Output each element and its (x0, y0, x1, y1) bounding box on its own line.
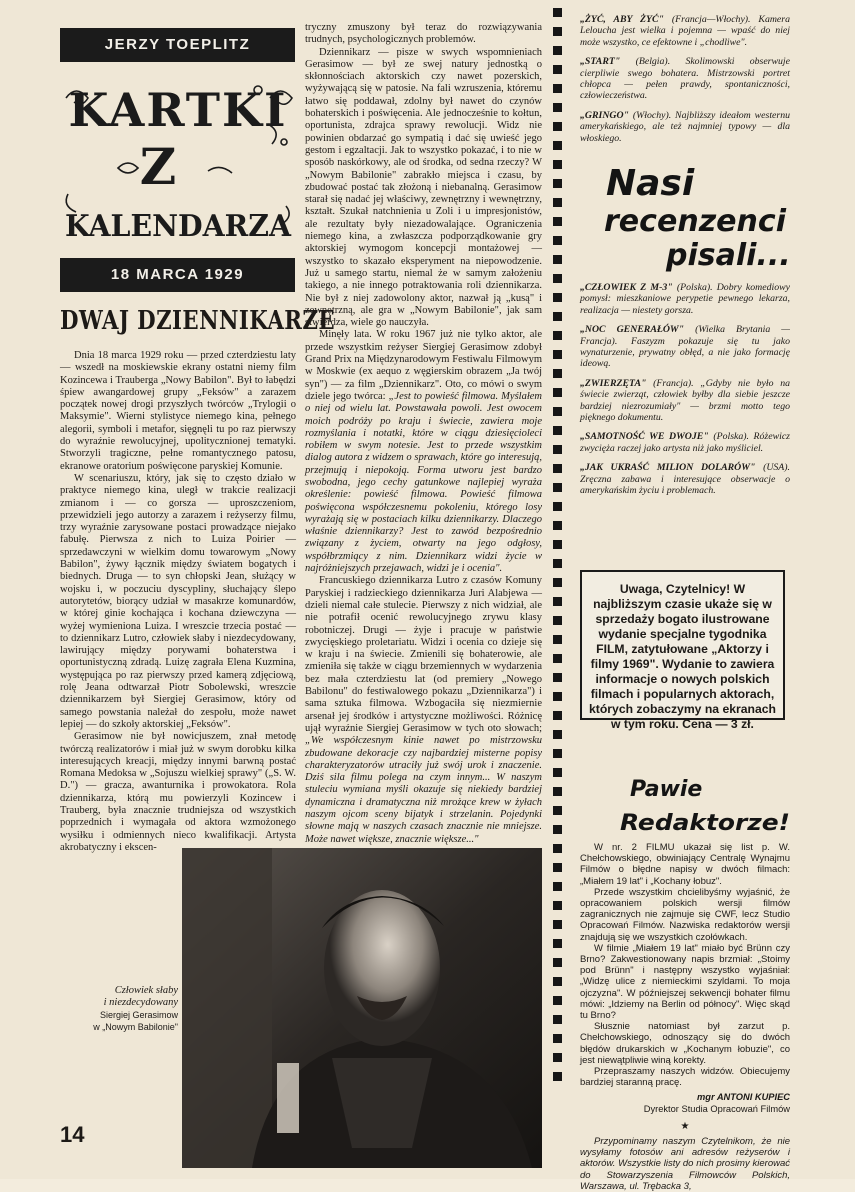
letter-paragraph: Słusznie natomiast był zarzut p. Chełchowskiego, odnoszący się do dwóch błędów drukarskich w „Kochanym łobuzie", co jest niewątpliwie winą korekty. (580, 1021, 790, 1066)
article-paragraph (305, 575, 542, 846)
review-text: (Polska). Różewicz zwycięża raczej jako artysta niż jako myśliciel. (580, 431, 790, 454)
article-paragraph: W scenariuszu, który, jak się to często działo w praktyce niemego kina, uległ w trakcie realizacji zmianom i — co gorsza — uproszczeniom, przewidzieli jego autorzy a zarazem i reżyserzy filmu, trzy wyraźnie zarysowane postaci prowadzące niejako fabułę. Pierwsza z nich to Luiza Poirier — sprzedawczyni w wielkim domu towarowym „Nowy Babilon", żywy łącznik między światem bogatych i biednych. Druga — to syn chłopski Jean, służący w wojsku i, w poczuciu dyscypliny, słuchający ślepo autorytetów, biorący udział w masakrze komunardów, w której ginie kochająca i kochana dziewczyna — wyżej wymieniona Luiza. I wreszcie trzecia postać — to dziennikarz Lutro, człowiek słaby i niezdecydowany, lawirujący między porywami bohaterstwa i oportunistyczną zdradą. Luizę zagrała Elena Kuzmina, występująca po raz pierwszy przed kamerą zdjęciową, rolę Jeana odtwarzał Piotr Sobolewski, wreszcie dziennikarzem był Siergiej Gerasimow, który od samego powstania należał do zespołu, może nawet lepiej — do szkoły aktorskiej „Feksów". (60, 472, 296, 730)
notice-magazine-name: FILM (596, 642, 625, 656)
letter-heading-line1: Pawie (630, 777, 703, 802)
special-edition-notice (580, 570, 785, 731)
article-paragraph: Dziennikarz — pisze w swych wspomnieniach Gerasimow — był ze swej natury jednostką o skłonnościach aktorskich czy nawet pozerskich, wyżywającą się w patosie. Na fali wzruszenia, któremu łatwo się poddawał, zdolny był nawet do czynów bohaterskich i poświęcenia. Ale jednocześnie to kołtun, oportunista, zdrajca sprawy rewolucji. Widz nie powinien obdarzać go sympatią i dać się uwieść jego gestom i egzaltacji. Jak to wszystko pokazać, i to nie w sposób naskórkowy, ale od środka, od sedna rzeczy? W „Nowym Babilonie" zabrakło miejsca i czasu, by zbudować postać tak złożoną i niebanalną. Gerasimow starał się nadać jej właściwy, zewnętrzny i wewnętrzny, kształt. Szukał natchnienia u Zoli i u impresjonistów, ale rezultaty były niezadowalające. Ograniczenia niemego kina, a zwłaszcza podporządkowanie gry aktorskiej wymogom koncepcji montażowej — wszystko to skazało eksperyment na niepowodzenie. Już u samego startu, niemal że w samym założeniu takiego, a nie innego potraktowania roli dziennikarza. Nie był z niej zadowolony aktor, nazwał ją „kusą" i zewnętrzną, ale gra w „Nowym Babilonie", jak sam stwierdza, wiele go nauczyła. (305, 46, 542, 329)
article-paragraph: tryczny zmuszony był teraz do rozwiązywania trudnych, psychologicznych problemów. (305, 22, 542, 46)
festival-note (580, 56, 790, 102)
caption-line: Siergiej Gerasimow (99, 1010, 178, 1020)
reader-reminder: Przypominamy naszym Czytelnikom, że nie wysyłamy fotosów ani adresów reżyserów i aktorów. Wszystkie listy do nich prosimy kierować do Stowarzyszenia Filmowców Polskich, Warszawa, ul. Trębacka 3, (580, 1136, 790, 1192)
festival-note (580, 110, 790, 144)
notice-text: , zatytułowane „Aktorzy i filmy 1969". Wydanie to zawiera informacje o nowych polskich filmach i popularnych aktorach, których zobaczymy na ekranach w tym roku. Cena — 3 zł. (589, 642, 776, 731)
festival-note (580, 14, 790, 48)
review-title: „CZŁOWIEK Z M-3" (580, 282, 673, 293)
review-text: (USA). Zręczna zabawa i interesujące obserwacje o amerykańskim życiu i problemach. (580, 462, 790, 497)
series-title-line1: KARTKI (68, 83, 288, 137)
article-column-2 (305, 22, 542, 846)
letter-paragraph: Przede wszystkim chcielibyśmy wyjaśnić, że opracowaniem polskich wersji filmów zagranicznych nie zajmuje się CWF, lecz Studio Opracowań Filmów. Nazwiska redaktorów wersji znajdują się we wszystkich czołówkach. (580, 886, 790, 943)
quote-text: „Jest to powieść filmowa. Myślałem o niej od wielu lat. Powstawała powoli. Jest owocem moich podróży po kraju i świecie, zawiera moje rozmyślania i notatki, które w ciągu dziesięcioleci robiłem w swym notesie. Jest to przede wszystkim dialog autora z widzem o sprawach, które go interesują, przejmują i niepokoją. Forma utworu jest bardzo swobodna, jego cechy gatunkowe najlepiej wyraża określenie: powieść filmowa. Powieść filmowa poświęcona współczesnemu pokoleniu, którego losy wyrażają się w postaciach kilku dziennikarzy. Dlaczego właśnie dziennikarzy? Jest to zawód bezpośrednio związany z życiem, otwarty na jego odgłosy, współbrzmiący z nim. Dziennikarz widzi życie w najróżniejszych przejawach, widzi je i ocenia". (305, 390, 542, 575)
reviews-list (580, 282, 790, 505)
review-title: „JAK UKRAŚĆ MILION DOLARÓW" (580, 462, 756, 474)
article-paragraph (305, 329, 542, 575)
letter-paragraph: W nr. 2 FILMU ukazał się list p. W. Chełchowskiego, obwiniający Centralę Wynajmu Filmów o błędne napisy w dwóch filmach: „Miałem 19 lat" i „Kochany łobuz". (580, 842, 790, 887)
letter-signature: mgr ANTONI KUPIEC (697, 1092, 790, 1103)
star-divider: ★ (680, 1120, 690, 1132)
review-text: (Wielka Brytania — Francja). Faszyzm pokazuje się tu jako wynaturzenie, prywatny obłęd, a nie jako formację ideową. (580, 324, 791, 370)
photo-caption (60, 985, 178, 1033)
caption-line: i niezdecydowany (103, 997, 178, 1008)
review-item (580, 378, 790, 424)
review-item (580, 431, 790, 454)
letter-paragraph: Przepraszamy naszych widzów. Obiecujemy bardziej staranną pracę. (580, 1066, 790, 1089)
review-title: „NOC GENERAŁÓW" (580, 324, 685, 336)
review-text: (Francja). „Gdyby nie było na świecie zwierząt, człowiek byłby dla siebie jeszcze bardziej niezrozumiały" — brzmi motto tego pięknego dokumentu. (580, 377, 790, 424)
article-text: Francuskiego dziennikarza Lutro z czasów Komuny Paryskiej i radzieckiego dziennikarza Juri Alabjewa — dzieli niemal całe stulecie. Pierwszy z nich widział, ale nie potrafił ocenić rewolucyjnego zrywu klasy robotniczej. Drugi — żyje i pracuje w państwie zwycięskiego proletariatu. Widzi i ocenia co dzieje się w kraju i na świecie. Zmienili się bohaterowie, ale zmieniła się także w ciągu brzemiennych w wydarzenia bez mała czterdziestu lat (od premiery „Nowego Babilonu" do festiwalowego pokazu „Dziennikarza") i sama sztuka filmowa. Wzbogaciła się niezmiernie arsenał jej środków i artystyczne możliwości. Różnicę ujął wyraźnie Siergiej Gerasimow w tych oto słowach; (305, 575, 542, 734)
note-title: „ŻYĆ, ABY ŻYĆ" (580, 14, 664, 25)
reviews-heading (602, 155, 792, 275)
article-paragraph: Dnia 18 marca 1929 roku — przed czterdziestu laty — wszedł na moskiewskie ekrany ostatni niemy film Kozincewa i Trauberga „Nowy Babilon". Był to łabędzi śpiew awangardowej grupy „Feksów" a zarazem początek nowej drogi przyszłych twórców „Trylogii o Maksymie". Wierni stylistyce niemego kina, pełnego alegorii, symboli i metafor, sięgnęli tu po raz pierwszy do wyraźnie rewolucyjnej, upolitycznionej tematyki. Stworzyli tragiczne, pełne romantycznego patosu, ekranowe oratorium poświęcone paryskiej Komunie. (60, 350, 296, 472)
letter-signature-title: Dyrektor Studia Opracowań Filmów (643, 1103, 790, 1114)
review-item (580, 324, 790, 370)
letter-heading (620, 768, 795, 838)
caption-line: w „Nowym Babilonie" (93, 1022, 178, 1032)
note-title: „GRINGO" (580, 109, 629, 121)
reviews-heading-line2: recenzenci (604, 204, 787, 239)
decorative-stripe (553, 8, 563, 1093)
note-text: (Belgia). Skolimowski obserwuje cierpliwie swego bohatera. Mistrzowski portret chłopca — pełen prawdy, spontaniczności, człowieczeństwa. (580, 56, 790, 102)
letter-paragraph: W filmie „Miałem 19 lat" miało być Brünn czy Brno? Zakwestionowany napis brzmiał: „Stoimy pod Brünn" i następny wszystko wyjaśniał: „Widzę ulice z niemieckimi szyldami. To moja ojczyzna". W późniejszej sekwencji bohater filmu mówi: „Idziemy na Berlin od północy". Więc skąd tu Brno? (580, 942, 790, 1022)
article-text: Minęły lata. W roku 1967 już nie tylko aktor, ale przede wszystkim reżyser Siergiej Gerasimow zdobył Grand Prix na Międzynarodowym Festiwalu Filmowym w Moskwie (ex aequo z węgierskim obrazem „Ja twój syn") — za film „Dziennikarz". Oto, co mówi o swym dziele jego twórca: (305, 329, 542, 402)
caption-line: Człowiek słaby (114, 985, 178, 996)
review-title: „ZWIERZĘTA" (580, 377, 647, 389)
date-bar: 18 MARCA 1929 (60, 258, 295, 292)
note-title: „START" (580, 56, 621, 68)
review-item (580, 462, 790, 496)
page-number: 14 (60, 1122, 85, 1147)
article-column-1 (60, 350, 296, 854)
series-title-line2: Z (139, 137, 177, 196)
notice-text: Uwaga, Czytelnicy! W najbliższym czasie ukaże się w sprzedaży bogato ilustrowane wydanie specjalne tygodnika (593, 582, 772, 641)
quote-text: „We współczesnym kinie nawet po mistrzowsku zbudowane dekoracje czy najbardziej misterne popisy charakteryzatorów utraciły już swój urok i znaczenie. Dziś sila filmu polega na czym innym... W naszym stuleciu wymiana myśli okazuje się niekiedy bardziej dynamiczna i dramatyczna niż mrożące krew w żyłach naszym ojcom sceny bijatyk i strzelanin. Pojedynki słowne mają w naszych czasach znacznie nie mniejsze. Może nawet większe, znacznie większe..." (305, 735, 542, 845)
review-title: „SAMOTNOŚĆ WE DWOJE" (580, 431, 709, 443)
reviews-heading-line1: Nasi (606, 163, 695, 204)
note-text: (Włochy). Najbliższy ideałom westernu amerykańskiego, ale też najmniej typowy — dla włoskiego. (580, 109, 790, 144)
note-text: (Francja—Włochy). Kamera Leloucha jest wielka i pojemna — wpaść do niej może wszystko, ce efektowne i „chodliwe". (580, 14, 790, 48)
letter-heading-line2: Redaktorze! (620, 811, 790, 836)
article-paragraph: Gerasimow nie był nowicjuszem, znał metodę twórczą realizatorów i miał już w swym dorobku kilka interesujących kreacji, między innymi barwną postać Romana Medoksa w „Sojuszu wielkiej sprawy" („S. W. D.") — gracza, awanturnika i prowokatora. Rola dziennikarza, którą mu powierzyli Kozincew i Trauberg, była znacznie trudniejsza od wszystkich poprzednich i wymagała od aktora wzmożonego wysiłku i odmiennych nieco kwalifikacji. Artysta akrobatyczny i ekscen- (60, 731, 296, 853)
festival-notes (580, 14, 790, 152)
film-still-photo (182, 848, 542, 1168)
review-text: (Polska). Dobry komediowy pomysł: mieszkaniowe perypetie pewnego lekarza, realizacja — niestety gorsza. (580, 282, 791, 316)
author-bar: JERZY TOEPLITZ (60, 28, 295, 62)
review-item (580, 282, 790, 316)
series-title-ornament (58, 76, 298, 254)
editor-letter (580, 842, 790, 1192)
article-headline: DWAJ DZIENNIKARZE (60, 306, 336, 336)
reviews-heading-line3: pisali... (666, 238, 791, 273)
series-title-line3: KALENDARZA (65, 209, 292, 244)
